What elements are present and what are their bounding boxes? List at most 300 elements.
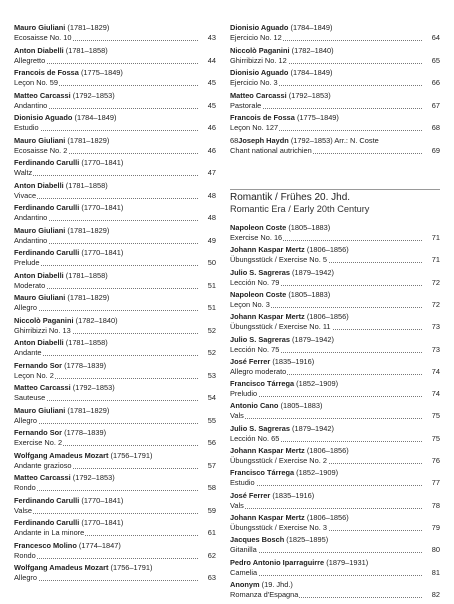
- composer-dates: (1770–1841): [81, 518, 124, 527]
- composer-name: Mauro Giuliani: [14, 293, 66, 302]
- composer-dates: (1782–1840): [75, 315, 118, 325]
- entry-title-line: [14, 438, 198, 447]
- entry-header: [14, 473, 115, 482]
- entry-title-line: [230, 322, 422, 331]
- entry-title-line: [230, 101, 422, 110]
- page-number: 82: [431, 589, 440, 599]
- entry-header: [230, 401, 322, 410]
- composer-dates: (1879–1942): [292, 267, 334, 277]
- entry-header: [14, 158, 123, 167]
- piece-title: Allegretto: [14, 55, 46, 65]
- composer-dates: (1806–1856): [306, 312, 349, 322]
- entry-title-line: [14, 573, 198, 582]
- entry-title-line: [14, 123, 198, 132]
- entry-header: [14, 316, 118, 325]
- composer-name: Francois de Fossa: [14, 68, 79, 77]
- composer-dates: (19. Jhd.): [261, 579, 293, 589]
- entry-header: [14, 406, 109, 415]
- entry-title-line: [230, 389, 422, 398]
- entry-title-line: [14, 326, 198, 335]
- toc-entry: [14, 46, 216, 70]
- entry-title-line: [230, 123, 422, 132]
- composer-name: Francisco Tárrega: [230, 468, 295, 478]
- composer-name: Anton Diabelli: [14, 45, 64, 55]
- entry-title-line: [14, 168, 198, 177]
- composer-name: Napoleon Coste: [230, 223, 287, 232]
- page-number: 78: [431, 500, 440, 510]
- composer-dates: (1792–1853): [288, 90, 331, 100]
- piece-title: Estudio: [14, 123, 39, 132]
- entry-header: [230, 379, 338, 388]
- entry-title-line: [14, 528, 198, 537]
- toc-entry: [14, 203, 216, 227]
- piece-title: Andantino: [14, 235, 48, 245]
- entry-header: [14, 248, 123, 257]
- page-number: 63: [207, 573, 216, 582]
- toc-entry: [230, 245, 440, 269]
- toc-entry: [14, 181, 216, 205]
- entry-header: [14, 518, 123, 527]
- page-number: 59: [207, 505, 216, 515]
- toc-entry: [230, 491, 440, 515]
- entry-title-line: [230, 367, 422, 376]
- composer-dates: (1770–1841): [81, 495, 124, 505]
- page-number: 80: [431, 545, 440, 555]
- composer-name: Jacques Bosch: [230, 535, 285, 545]
- toc-entry: [230, 23, 440, 47]
- piece-title: Andante in La minore: [14, 528, 85, 537]
- composer-dates: (1805–1883): [288, 289, 331, 299]
- page-number: 74: [431, 366, 440, 376]
- entry-header: [14, 496, 123, 505]
- page-number: 72: [431, 277, 440, 287]
- composer-dates: (1825–1895): [286, 535, 329, 545]
- piece-title: Leçon No. 3: [230, 299, 270, 309]
- page-number: 44: [207, 55, 216, 65]
- entry-header: [14, 226, 109, 235]
- piece-title: Andantino: [14, 213, 48, 222]
- entry-header: [230, 513, 349, 522]
- entry-header: [14, 293, 109, 302]
- toc-entry: [230, 424, 440, 448]
- composer-name: Ferdinando Carulli: [14, 203, 80, 212]
- piece-title: Ejercicio No. 3: [230, 78, 278, 87]
- piece-title: Exercise No. 2: [14, 438, 63, 447]
- entry-title-line: [230, 545, 422, 554]
- composer-name: Anton Diabelli: [14, 180, 64, 190]
- entry-title-line: [230, 146, 422, 155]
- page-number: 66: [431, 78, 440, 87]
- piece-title: Rondo: [14, 550, 36, 560]
- entry-header: [230, 113, 339, 122]
- page-number: 73: [431, 344, 440, 354]
- entry-header: [230, 535, 328, 544]
- piece-title: Chant national autrichien: [230, 145, 312, 155]
- entry-header: [230, 23, 332, 32]
- composer-name: Mauro Giuliani: [14, 23, 66, 32]
- toc-entry: [230, 513, 440, 537]
- entry-title-line: [230, 56, 422, 65]
- entry-title-line: [14, 551, 198, 560]
- section-heading: [230, 192, 440, 215]
- toc-entry: [14, 383, 216, 407]
- page-number: 47: [207, 168, 216, 177]
- toc-entry: [230, 468, 440, 492]
- toc-entry: [14, 91, 216, 115]
- page-number: 71: [431, 233, 440, 242]
- page-number: 46: [207, 123, 216, 132]
- entry-header: [230, 312, 349, 321]
- entry-title-line: [230, 411, 422, 420]
- piece-title: Andantino: [14, 100, 48, 110]
- composer-dates: (1778–1839): [64, 360, 107, 370]
- page-number: 57: [207, 460, 216, 470]
- entry-header: [230, 91, 331, 100]
- composer-name: Dionisio Aguado: [14, 113, 73, 122]
- piece-title: Prelude: [14, 258, 40, 267]
- page-number: 69: [431, 145, 440, 155]
- composer-name: Fernando Sor: [14, 360, 63, 370]
- page-number: 61: [207, 528, 216, 537]
- page-number: 53: [207, 370, 216, 380]
- entry-title-line: [230, 568, 422, 577]
- piece-title: Pastorale: [230, 100, 262, 110]
- composer-dates: (1806–1856): [306, 446, 349, 455]
- composer-dates: (1805–1883): [288, 223, 331, 232]
- entry-header: [230, 223, 330, 232]
- entry-header: [230, 136, 379, 145]
- page-number: 75: [431, 433, 440, 443]
- entry-title-line: [230, 33, 422, 42]
- piece-title: Waltz: [14, 168, 33, 177]
- composer-dates: (1774–1847): [78, 540, 121, 550]
- entry-title-line: [14, 348, 198, 357]
- piece-title: Allegro moderato: [230, 366, 287, 376]
- page-number: 56: [207, 438, 216, 447]
- piece-title: Leçon No. 127: [230, 123, 279, 132]
- section-subtitle: Romantic Era / Early 20th Century: [230, 204, 370, 214]
- piece-title: Rondo: [14, 483, 36, 492]
- toc-entry: [14, 406, 216, 430]
- entry-title-line: [230, 478, 422, 487]
- page-number: 71: [431, 255, 440, 265]
- composer-name: Napoleon Coste: [230, 289, 287, 299]
- page-number: 77: [431, 478, 440, 488]
- page-number: 52: [207, 325, 216, 335]
- page-number: 51: [207, 280, 216, 290]
- composer-name: Wolfgang Amadeus Mozart: [14, 563, 109, 572]
- toc-entry: [14, 361, 216, 385]
- composer-dates: (1775–1849): [296, 113, 339, 122]
- composer-name: Johann Kaspar Mertz: [230, 446, 305, 455]
- entry-header: [230, 446, 349, 455]
- entry-title-line: [14, 303, 198, 312]
- page-number: 62: [207, 550, 216, 560]
- toc-entry: [14, 113, 216, 137]
- entry-prefix: 68: [230, 135, 239, 145]
- composer-dates: (1775–1849): [80, 68, 123, 77]
- entry-header: [14, 46, 108, 55]
- composer-dates: (1806–1856): [306, 245, 349, 255]
- toc-entry: [230, 335, 440, 359]
- composer-name: Johann Kaspar Mertz: [230, 512, 305, 522]
- composer-dates: (1756–1791): [110, 450, 153, 460]
- page-number: 58: [207, 483, 216, 492]
- toc-entry: [230, 535, 440, 559]
- composer-name: Ferdinando Carulli: [14, 518, 80, 527]
- page-number: 67: [431, 100, 440, 110]
- composer-dates: (1770–1841): [81, 158, 124, 167]
- entry-title-line: [14, 416, 198, 425]
- composer-name: Julio S. Sagreras: [230, 334, 290, 344]
- piece-title: Ghirribizzi No. 13: [14, 325, 71, 335]
- composer-name: Anton Diabelli: [14, 338, 64, 347]
- composer-dates: (1781–1858): [65, 180, 108, 190]
- composer-dates: (1781–1829): [67, 135, 110, 145]
- page-number: 68: [431, 123, 440, 132]
- toc-entry: [230, 290, 440, 314]
- entry-title-line: [230, 523, 422, 532]
- piece-title: Exercise No. 16: [230, 233, 283, 242]
- entry-header: [14, 23, 109, 32]
- composer-dates: (1852–1909): [296, 379, 339, 389]
- entry-header: [230, 580, 293, 589]
- toc-entry: [230, 113, 440, 137]
- page-number: 50: [207, 258, 216, 267]
- piece-title: Preludio: [230, 389, 258, 399]
- entry-title-line: [14, 393, 198, 402]
- entry-header: [230, 468, 338, 477]
- composer-dates: (1879–1942): [292, 423, 334, 433]
- entry-header: [230, 357, 314, 366]
- piece-title: Leçon No. 2: [14, 370, 54, 380]
- toc-entry: [14, 451, 216, 475]
- entry-title-line: [230, 300, 422, 309]
- composer-dates: (1792–1853) Arr.: N. Coste: [290, 135, 379, 145]
- composer-name: Mauro Giuliani: [14, 405, 66, 415]
- entry-header: [230, 335, 334, 344]
- entry-title-line: [14, 213, 198, 222]
- toc-entry: [14, 428, 216, 452]
- entry-header: [230, 268, 334, 277]
- entry-header: [14, 541, 121, 550]
- entry-header: [14, 68, 123, 77]
- composer-name: José Ferrer: [230, 490, 271, 500]
- composer-name: Julio S. Sagreras: [230, 267, 290, 277]
- entry-header: [230, 46, 334, 55]
- page-number: 55: [207, 415, 216, 425]
- composer-name: Wolfgang Amadeus Mozart: [14, 450, 109, 460]
- page-number: 76: [431, 456, 440, 465]
- entry-title-line: [14, 191, 198, 200]
- composer-dates: (1805–1883): [280, 401, 323, 411]
- entry-header: [14, 428, 106, 437]
- piece-title: Lección No. 79: [230, 277, 280, 287]
- composer-dates: (1778–1839): [64, 428, 107, 437]
- composer-name: Niccolò Paganini: [14, 315, 74, 325]
- toc-entry: [14, 518, 216, 542]
- entry-header: [14, 181, 108, 190]
- piece-title: Lección No. 65: [230, 433, 280, 443]
- entry-title-line: [230, 501, 422, 510]
- toc-entry: [14, 136, 216, 160]
- toc-entry: [14, 541, 216, 565]
- toc-entry: [230, 91, 440, 115]
- toc-entry: [14, 293, 216, 317]
- composer-dates: (1770–1841): [81, 203, 124, 212]
- piece-title: Andante grazioso: [14, 460, 72, 470]
- composer-dates: (1781–1829): [67, 405, 110, 415]
- composer-dates: (1781–1829): [67, 23, 110, 32]
- composer-dates: (1852–1909): [296, 468, 339, 478]
- piece-title: Allegro: [14, 303, 38, 312]
- toc-entry: [14, 23, 216, 47]
- composer-dates: (1784–1849): [290, 23, 333, 32]
- composer-name: Ferdinando Carulli: [14, 248, 80, 257]
- entry-header: [14, 361, 106, 370]
- toc-entry: [230, 558, 440, 582]
- entry-title-line: [14, 258, 198, 267]
- toc-entry: [230, 46, 440, 70]
- toc-entry: [14, 248, 216, 272]
- page-number: 43: [207, 33, 216, 42]
- toc-entry: [230, 580, 440, 604]
- piece-title: Vivace: [14, 190, 37, 200]
- entry-title-line: [230, 255, 422, 264]
- entry-header: [14, 383, 115, 392]
- page-number: 51: [207, 303, 216, 312]
- entry-header: [14, 563, 152, 572]
- entry-title-line: [230, 345, 422, 354]
- piece-title: Ghirribizzi No. 12: [230, 55, 287, 65]
- composer-name: Matteo Carcassi: [230, 90, 287, 100]
- composer-name: Mauro Giuliani: [14, 135, 66, 145]
- entry-title-line: [14, 146, 198, 155]
- entry-title-line: [14, 56, 198, 65]
- piece-title: Vals: [230, 411, 244, 421]
- toc-entry: [230, 357, 440, 381]
- entry-title-line: [14, 101, 198, 110]
- page-number: 81: [431, 567, 440, 577]
- entry-header: [14, 91, 115, 100]
- composer-dates: (1792–1853): [72, 473, 115, 482]
- composer-dates: (1835–1916): [272, 490, 315, 500]
- composer-name: Matteo Carcassi: [14, 90, 71, 100]
- entry-header: [14, 451, 152, 460]
- entry-title-line: [230, 233, 422, 242]
- entry-title-line: [14, 236, 198, 245]
- piece-title: Moderato: [14, 280, 46, 290]
- composer-name: Matteo Carcassi: [14, 473, 71, 482]
- entry-header: [14, 203, 123, 212]
- composer-dates: (1784–1849): [290, 68, 333, 77]
- page-number: 49: [207, 235, 216, 245]
- entry-header: [230, 491, 314, 500]
- page-number: 48: [207, 190, 216, 200]
- toc-entry: [14, 68, 216, 92]
- entry-title-line: [14, 78, 198, 87]
- entry-header: [230, 424, 334, 433]
- toc-entry: [14, 158, 216, 182]
- composer-name: Dionisio Aguado: [230, 23, 289, 32]
- piece-title: Ecosaisse No. 2: [14, 145, 68, 155]
- piece-title: Gitanilla: [230, 545, 257, 555]
- page-number: 45: [207, 100, 216, 110]
- toc-entry: [230, 223, 440, 247]
- entry-header: [14, 136, 109, 145]
- composer-name: Fernando Sor: [14, 428, 63, 437]
- composer-name: Dionisio Aguado: [230, 68, 289, 77]
- composer-dates: (1770–1841): [81, 248, 124, 257]
- toc-entry: [230, 268, 440, 292]
- piece-title: Ecosaisse No. 10: [14, 33, 72, 42]
- toc-entry: [230, 379, 440, 403]
- page-number: 54: [207, 393, 216, 402]
- composer-dates: (1792–1853): [72, 90, 115, 100]
- composer-dates: (1781–1858): [65, 270, 108, 280]
- composer-dates: (1781–1858): [65, 338, 108, 347]
- composer-name: Pedro Antonio Iparraguirre: [230, 557, 325, 567]
- piece-title: Sauteuse: [14, 393, 46, 402]
- composer-dates: (1784–1849): [74, 113, 117, 122]
- entry-title-line: [14, 281, 198, 290]
- composer-dates: (1835–1916): [272, 356, 315, 366]
- entry-title-line: [230, 456, 422, 465]
- composer-name: José Ferrer: [230, 356, 271, 366]
- composer-dates: (1879–1931): [326, 557, 369, 567]
- toc-entry: [230, 446, 440, 470]
- page-number: 74: [431, 389, 440, 399]
- toc-entry: [14, 316, 216, 340]
- entry-title-line: [230, 78, 422, 87]
- composer-name: Johann Kaspar Mertz: [230, 245, 305, 255]
- composer-name: Francisco Tárrega: [230, 379, 295, 389]
- composer-name: Ferdinando Carulli: [14, 158, 80, 167]
- toc-entry: [230, 312, 440, 336]
- piece-title: Valse: [14, 505, 32, 515]
- composer-name: Johann Kaspar Mertz: [230, 312, 305, 322]
- composer-dates: (1781–1829): [67, 225, 110, 235]
- piece-title: Estudio: [230, 478, 255, 488]
- entry-title-line: [14, 33, 198, 42]
- composer-dates: (1792–1853): [72, 383, 115, 392]
- piece-title: Ejercicio No. 12: [230, 33, 282, 42]
- entry-header: [14, 338, 108, 347]
- entry-header: [230, 245, 349, 254]
- composer-dates: (1781–1829): [67, 293, 110, 302]
- composer-dates: (1756–1791): [110, 563, 153, 572]
- composer-name: Anonym: [230, 579, 260, 589]
- composer-name: Francois de Fossa: [230, 113, 295, 122]
- toc-entry: [14, 226, 216, 250]
- piece-title: Camelia: [230, 567, 258, 577]
- page-number: 52: [207, 348, 216, 357]
- piece-title: Romanza d'Espagna: [230, 589, 299, 599]
- toc-entry: [14, 563, 216, 587]
- entry-title-line: [230, 434, 422, 443]
- piece-title: Lección No. 75: [230, 344, 280, 354]
- page-number: 72: [431, 299, 440, 309]
- entry-title-line: [14, 506, 198, 515]
- toc-entry: [14, 338, 216, 362]
- entry-header: [230, 68, 332, 77]
- piece-title: Allegro: [14, 573, 38, 582]
- entry-header: [230, 290, 330, 299]
- entry-header: [230, 558, 368, 567]
- toc-entry: [14, 473, 216, 497]
- composer-dates: (1806–1856): [306, 512, 349, 522]
- page-number: 65: [431, 55, 440, 65]
